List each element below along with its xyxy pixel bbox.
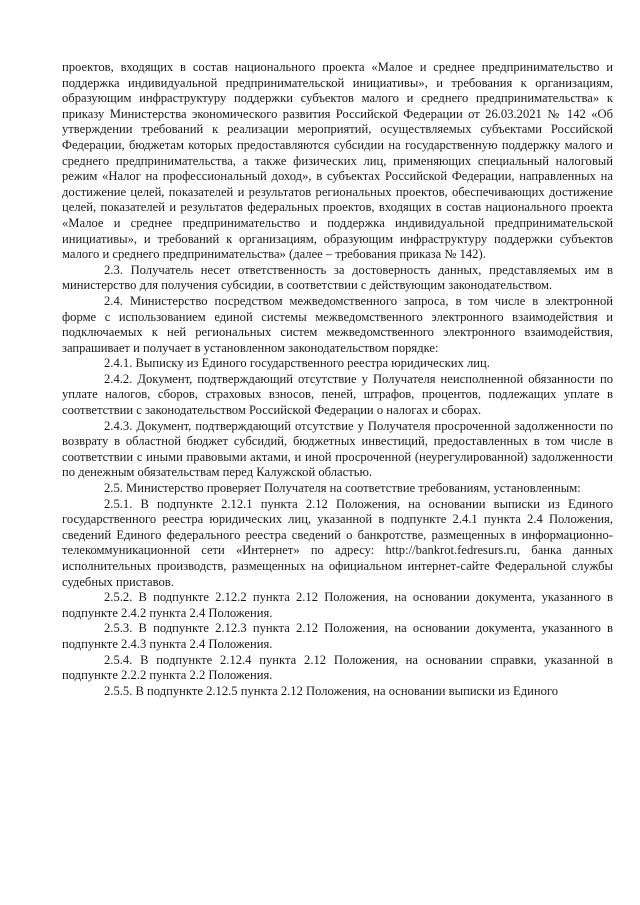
paragraph-requirements-142: проектов, входящих в состав национального проекта «Малое и среднее предпринимательство и поддержка индивидуальной предпринимательской инициативы», и требования к организациям, образующим инфраструктуру поддержки субъектов малого и среднего предпринимательства» к приказу Министерства экономического развития Российской Федерации от 26.03.2021 № 142 «Об утверждении требований к реализации мероприятий, осуществляемых субъектами Российской Федерации, бюджетам которых предоставляются субсидии на государственную поддержку малого и среднего предпринимательства, а также физических лиц, применяющих специальный налоговый режим «Налог на профессиональный доход», в субъектах Российской Федерации, направленных на достижение целей, показателей и результатов региональных проектов, обеспечивающих достижение целей, показателей и результатов федеральных проектов, входящих в состав национального проекта «Малое и среднее предпринимательство и поддержка индивидуальной предпринимательской инициативы», и требований к организациям, образующим инфраструктуру поддержки субъектов малого и среднего предпринимательства» (далее – требования приказа № 142).	[62, 60, 613, 262]
paragraph-2-5-3: 2.5.3. В подпункте 2.12.3 пункта 2.12 Положения, на основании документа, указанного в подпункте 2.4.3 пункта 2.4 Положения.	[62, 621, 613, 651]
paragraph-2-5-1: 2.5.1. В подпункте 2.12.1 пункта 2.12 Положения, на основании выписки из Единого государственного реестра юридических лиц, указанной в подпункте 2.4.1 пункта 2.4 Положения, сведений Единого федерального реестра сведений о банкротстве, размещенных в информационно-телекоммуникационной сети «Интернет» по адресу: http://bankrot.fedresurs.ru, банка данных исполнительных производств, размещенных на официальном интернет-сайте Федеральной службы судебных приставов.	[62, 496, 613, 589]
paragraph-2-5-2: 2.5.2. В подпункте 2.12.2 пункта 2.12 Положения, на основании документа, указанного в подпункте 2.4.2 пункта 2.4 Положения.	[62, 590, 613, 620]
paragraph-2-4-1: 2.4.1. Выписку из Единого государственного реестра юридических лиц.	[104, 356, 490, 371]
paragraph-2-4: 2.4. Министерство посредством межведомственного запроса, в том числе в электронной форме с использованием единой системы межведомственного электронного взаимодействия и подключаемых к ней региональных систем межведомственного электронного взаимодействия, запрашивает и получает в установленном законодательством порядке:	[62, 293, 613, 355]
paragraph-2-3: 2.3. Получатель несет ответственность за достоверность данных, представляемых им в министерство для получения субсидии, в соответствии с действующим законодательством.	[62, 262, 613, 293]
paragraph-2-4-2: 2.4.2. Документ, подтверждающий отсутствие у Получателя неисполненной обязанности по уплате налогов, сборов, страховых взносов, пеней, штрафов, процентов, подлежащих уплате в соответствии с законодательством Российской Федерации о налогах и сборах.	[62, 371, 613, 418]
paragraph-2-4-3: 2.4.3. Документ, подтверждающий отсутствие у Получателя просроченной задолженности по возврату в областной бюджет субсидий, бюджетных инвестиций, предоставленных в том числе в соответствии с иными правовыми актами, и иной просроченной (неурегулированной) задолженности по денежным обязательствам перед Калужской областью.	[62, 418, 613, 480]
paragraph-2-5-4: 2.5.4. В подпункте 2.12.4 пункта 2.12 Положения, на основании справки, указанной в подпункте 2.2.2 пункта 2.2 Положения.	[62, 652, 613, 683]
paragraph-2-5-5: 2.5.5. В подпункте 2.12.5 пункта 2.12 Положения, на основании выписки из Единого	[104, 683, 559, 698]
paragraph-2-5: 2.5. Министерство проверяет Получателя на соответствие требованиям, установленным:	[104, 481, 581, 496]
document-page	[62, 60, 613, 699]
